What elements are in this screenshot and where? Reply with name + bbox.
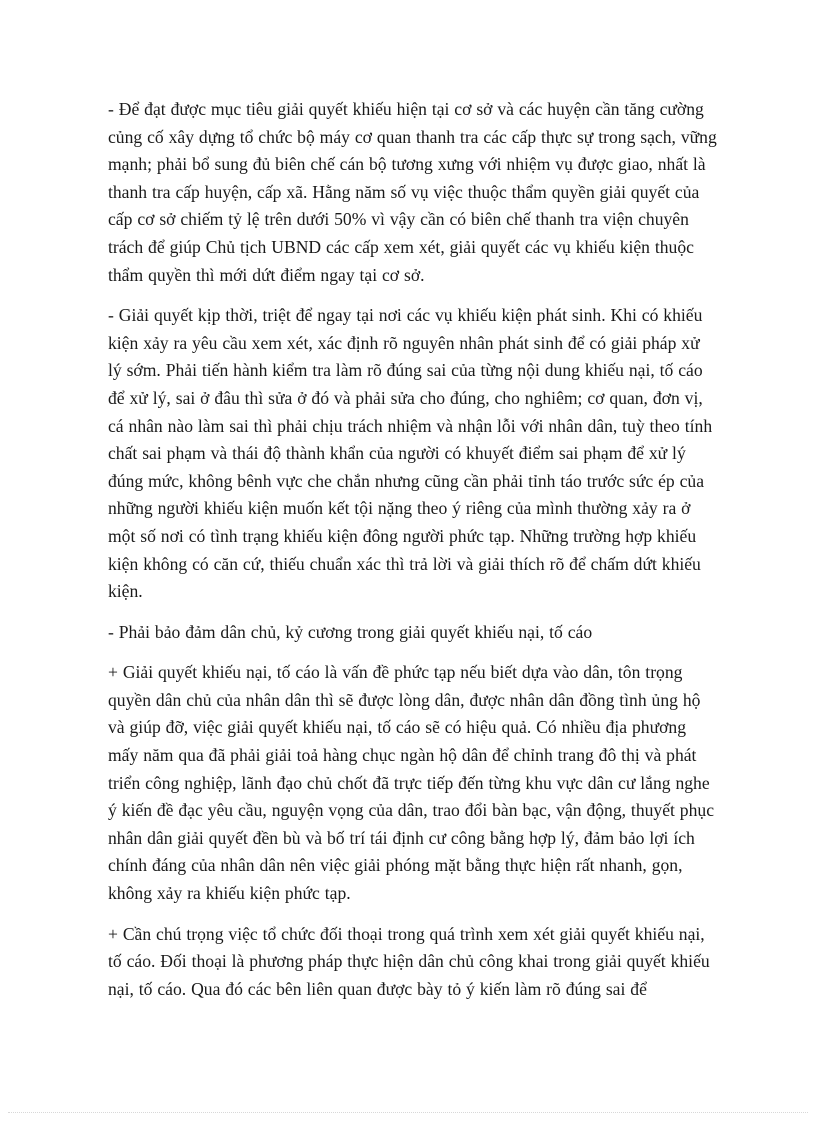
paragraph-5: + Cần chú trọng việc tổ chức đối thoại trong quá trình xem xét giải quyết khiếu nại, tố cáo. Đối thoại là phương pháp thực hiện dân chủ công khai trong giải quyết khiếu nại, tố cáo. Qua đó các bên liên quan được bày tỏ ý kiến làm rõ đúng sai để bbox=[108, 923, 710, 999]
paragraph-1: - Để đạt được mục tiêu giải quyết khiếu hiện tại cơ sở và các huyện cần tăng cường củng cố xây dựng tổ chức bộ máy cơ quan thanh tra các cấp thực sự trong sạch, vững mạnh; phải bổ sung đủ biên chế cán bộ tương xưng với nhiệm vụ được giao, nhất là thanh tra cấp huyện, cấp xã. Hằng năm số vụ việc thuộc thẩm quyền giải quyết của cấp cơ sở chiếm tỷ lệ trên dưới 50% vì vậy cần có biên chế thanh tra viện chuyên trách để giúp Chủ tịch UBND các cấp xem xét, giải quyết các vụ khiếu kiện thuộc thẩm quyền thì mới dứt điểm ngay tại cơ sở. bbox=[108, 99, 717, 285]
paragraph-4: + Giải quyết khiếu nại, tố cáo là vấn đề phức tạp nếu biết dựa vào dân, tôn trọng quyền dân chủ của nhân dân thì sẽ được lòng dân, được nhân dân đồng tình ủng hộ và giúp đỡ, việc giải quyết khiếu nại, tố cáo sẽ có hiệu quả. Có nhiều địa phương mấy năm qua đã phải giải toả hàng chục ngàn hộ dân để chỉnh trang đô thị và phát triển công nghiệp, lãnh đạo chủ chốt đã trực tiếp đến từng khu vực dân cư lắng nghe ý kiến đề đạc yêu cầu, nguyện vọng của dân, trao đổi bàn bạc, vận động, thuyết phục nhân dân giải quyết đền bù và bố trí tái định cư công bằng hợp lý, đảm bảo lợi ích chính đáng của nhân dân nên việc giải phóng mặt bằng thực hiện rất nhanh, gọn, không xảy ra khiếu kiện phức tạp. bbox=[108, 662, 715, 904]
paragraph-2: - Giải quyết kịp thời, triệt để ngay tại nơi các vụ khiếu kiện phát sinh. Khi có khiếu kiện xảy ra yêu cầu xem xét, xác định rõ nguyên nhân phát sinh để có giải pháp xử lý sớm. Phải tiến hành kiểm tra làm rõ đúng sai của từng nội dung khiếu nại, tố cáo để xử lý, sai ở đâu thì sửa ở đó và phải sửa cho đúng, cho nghiêm; cơ quan, đơn vị, cá nhân nào làm sai thì phải chịu trách nhiệm và nhận lỗi với nhân dân, tuỳ theo tính chất sai phạm và thái độ thành khẩn của người có khuyết điểm sai phạm để xử lý đúng mức, không bênh vực che chắn nhưng cũng cần phải tỉnh táo trước sức ép của những người khiếu kiện muốn kết tội nặng theo ý riêng của mình thường xảy ra ở một số nơi có tình trạng khiếu kiện đông người phức tạp. Những trường hợp khiếu kiện không có căn cứ, thiếu chuẩn xác thì trả lời và giải thích rõ để chấm dứt khiếu kiện. bbox=[108, 305, 713, 602]
page-bottom-border bbox=[8, 1112, 808, 1113]
document-body bbox=[108, 96, 718, 1016]
paragraph-3: - Phải bảo đảm dân chủ, kỷ cương trong giải quyết khiếu nại, tố cáo bbox=[108, 621, 593, 642]
